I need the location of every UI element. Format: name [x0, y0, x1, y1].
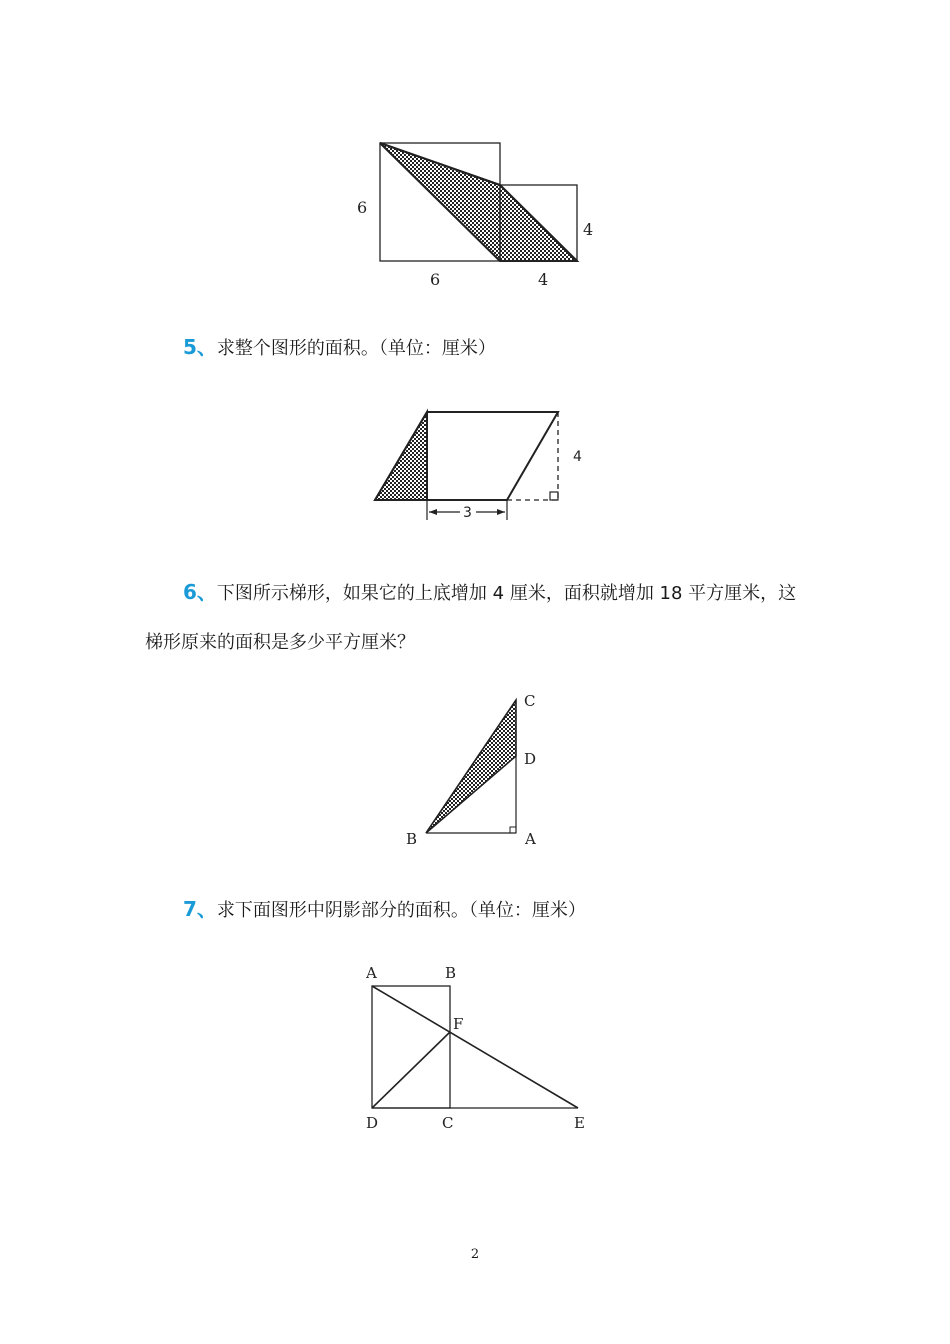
- page-number: 2: [470, 1247, 480, 1262]
- shaded-region: [380, 143, 577, 261]
- label-e: E: [574, 1114, 585, 1132]
- figure-trapezoid-svg: [395, 690, 555, 855]
- question-5: [183, 335, 496, 361]
- figure-two-squares: [340, 130, 600, 300]
- label-d: D: [366, 1114, 379, 1132]
- figure-square-triangle: [355, 960, 605, 1140]
- label-bottom-left: 6: [430, 270, 441, 289]
- question-6: [183, 580, 796, 606]
- label-f: F: [453, 1015, 464, 1033]
- question-6-number: 6: [183, 580, 197, 604]
- label-c: C: [524, 692, 536, 710]
- label-right-side: 4: [583, 220, 594, 239]
- figure-two-squares-svg: [340, 130, 600, 300]
- label-a: A: [366, 964, 377, 982]
- figure-parallelogram: [360, 400, 600, 530]
- question-7-text: 求下面图形中阴影部分的面积。（单位：厘米）: [216, 900, 586, 921]
- question-6-line2: 梯形原来的面积是多少平方厘米？: [145, 632, 415, 653]
- question-7-sep: 、: [196, 897, 217, 921]
- question-6-line1: 下图所示梯形，如果它的上底增加 4 厘米，面积就增加 18 平方厘米，这: [216, 583, 797, 604]
- label-left-side: 6: [357, 198, 368, 217]
- label-c: C: [442, 1114, 454, 1132]
- figure-parallelogram-svg: [360, 400, 600, 530]
- label-height: 4: [573, 449, 582, 465]
- question-5-text: 求整个图形的面积。（单位：厘米）: [216, 338, 496, 359]
- square-abcd: [372, 986, 450, 1108]
- label-base: 3: [463, 505, 472, 521]
- question-7-number: 7: [183, 897, 197, 921]
- label-a: A: [525, 830, 536, 848]
- question-7: [183, 897, 586, 923]
- figure-square-triangle-svg: [355, 960, 605, 1140]
- figure-trapezoid: [395, 690, 555, 855]
- question-5-number: 5: [183, 335, 197, 359]
- label-b: B: [406, 830, 418, 848]
- label-bottom-right: 4: [538, 270, 549, 289]
- question-6-sep: 、: [196, 580, 217, 604]
- label-b: B: [445, 964, 457, 982]
- question-5-sep: 、: [196, 335, 217, 359]
- label-d: D: [524, 750, 537, 768]
